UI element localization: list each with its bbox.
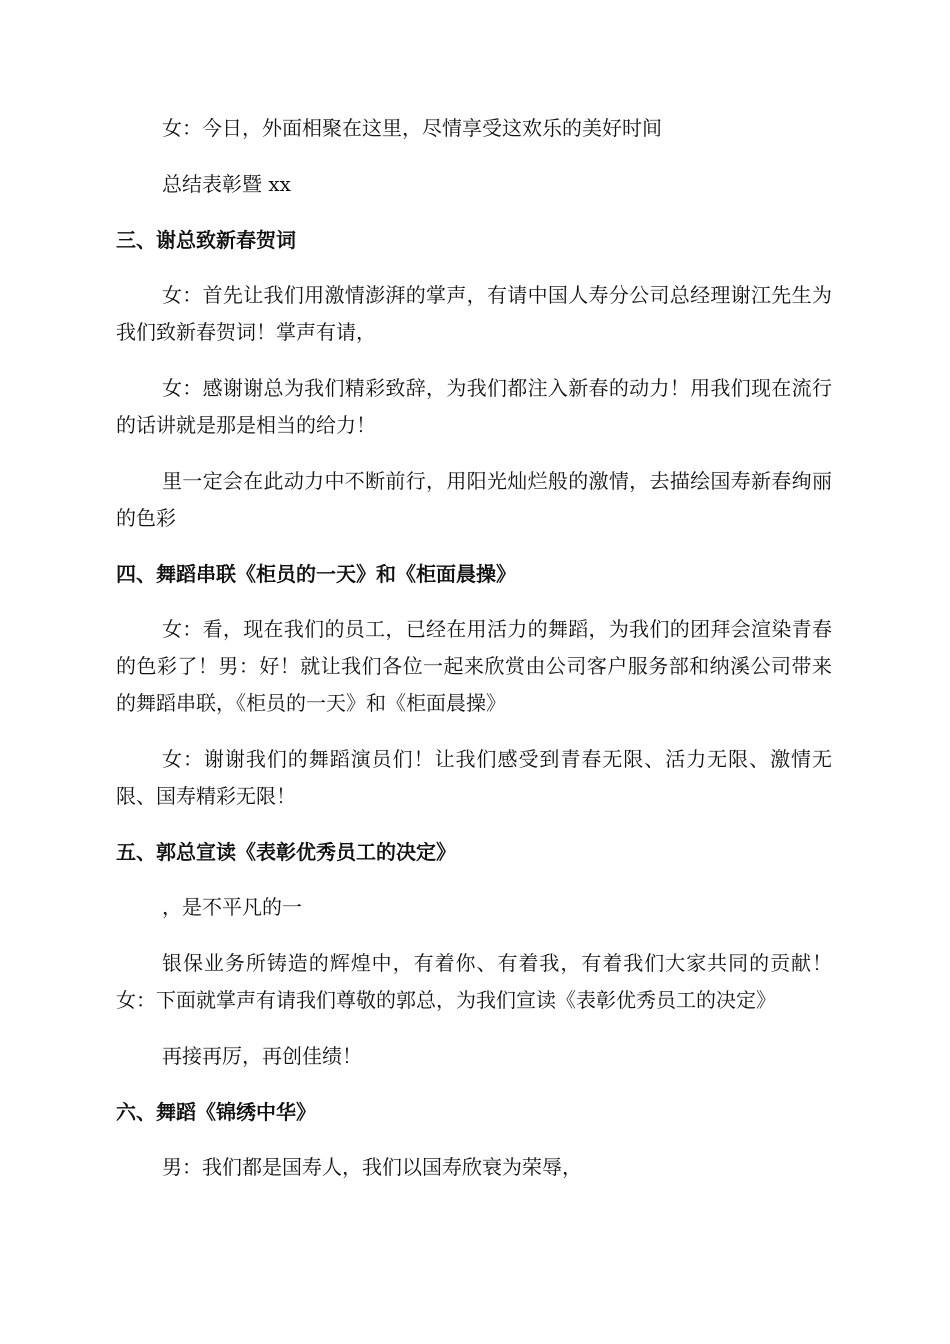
section-4-paragraph-1: 女：看，现在我们的员工，已经在用活力的舞蹈，为我们的团拜会渲染青春的色彩了！男：好！就让我们各位一起来欣赏由公司客户服务部和纳溪公司带来的舞蹈串联，《柜员的一天》和《柜面晨操》 [116, 617, 832, 715]
section-3-paragraph-1: 女：首先让我们用激情澎湃的掌声，有请中国人寿分公司总经理谢江先生为我们致新春贺词！掌声有请， [116, 283, 832, 344]
section-6-paragraph-1: 男：我们都是国寿人，我们以国寿欣衰为荣辱， [162, 1155, 582, 1179]
document-body [116, 110, 832, 1186]
section-3-paragraph-3: 里一定会在此动力中不断前行，用阳光灿烂般的激情，去描绘国寿新春绚丽的色彩 [116, 469, 832, 530]
section-heading-6: 六、舞蹈《锦绣中华》 [116, 1100, 316, 1124]
section-5-paragraph-3: 再接再厉，再创佳绩！ [162, 1044, 362, 1068]
intro-paragraph-1: 女：今日，外面相聚在这里，尽情享受这欢乐的美好时间 [162, 116, 662, 140]
section-heading-5: 五、郭总宣读《表彰优秀员工的决定》 [116, 840, 456, 864]
section-heading-4: 四、舞蹈串联《柜员的一天》和《柜面晨操》 [116, 562, 516, 586]
section-3-paragraph-2: 女：感谢谢总为我们精彩致辞，为我们都注入新春的动力！用我们现在流行的话讲就是那是相当的给力！ [116, 376, 832, 437]
section-heading-3: 三、谢总致新春贺词 [116, 228, 296, 252]
section-5-paragraph-2: 银保业务所铸造的辉煌中，有着你、有着我，有着我们大家共同的贡献！女：下面就掌声有请我们尊敬的郭总，为我们宣读《表彰优秀员工的决定》 [116, 951, 832, 1012]
intro-paragraph-2: 总结表彰暨 xx [162, 172, 291, 196]
section-4-paragraph-2: 女：谢谢我们的舞蹈演员们！让我们感受到青春无限、活力无限、激情无限、国寿精彩无限！ [116, 747, 832, 808]
section-5-paragraph-1: ，是不平凡的一 [162, 895, 302, 919]
